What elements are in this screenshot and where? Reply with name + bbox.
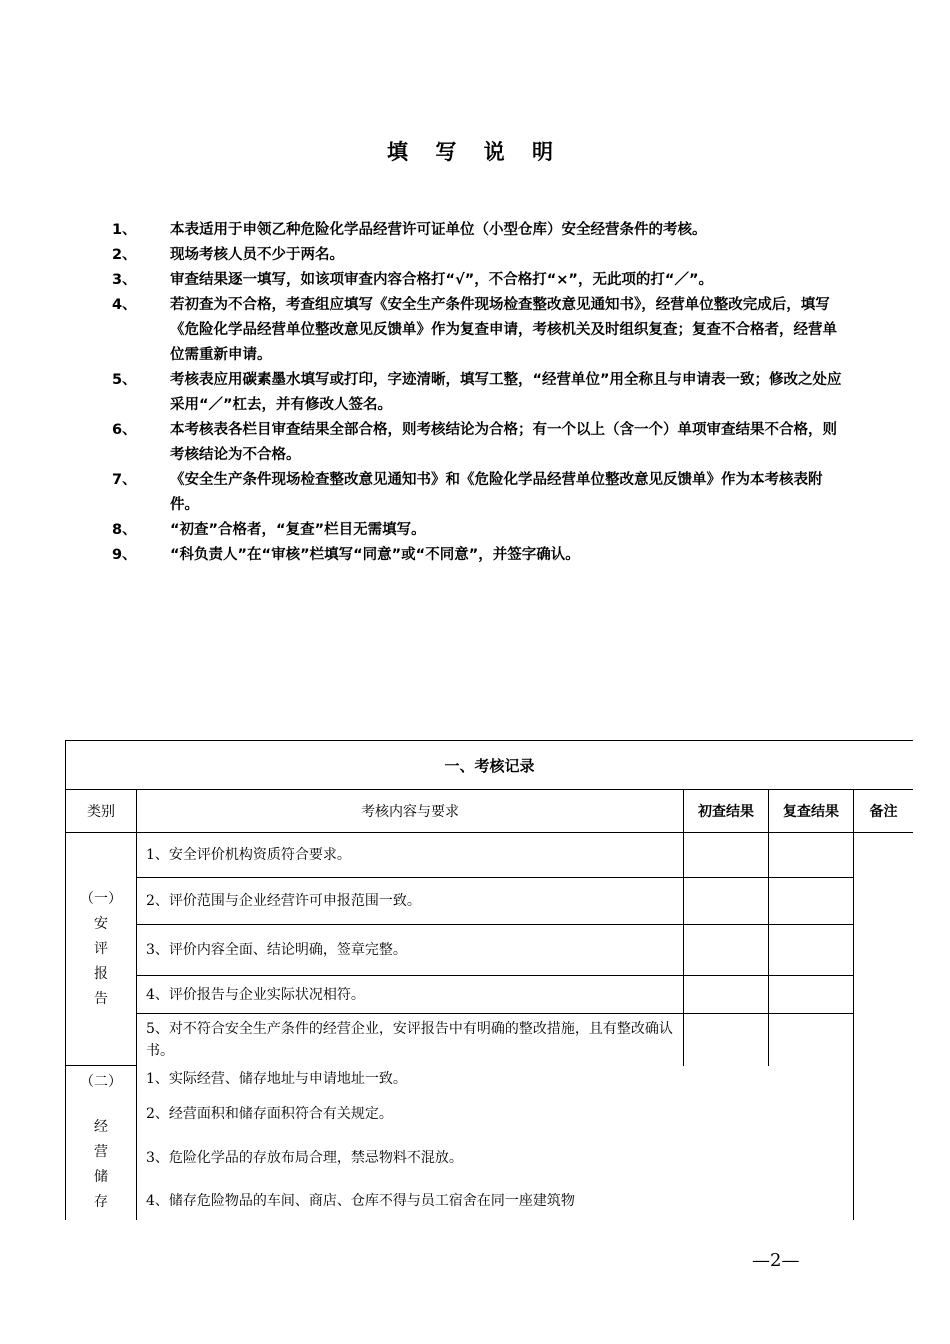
header-initial-result: 初查结果 bbox=[684, 790, 769, 833]
category-line: （二） bbox=[80, 1074, 122, 1090]
instruction-text: 本表适用于申领乙种危险化学品经营许可证单位（小型仓库）安全经营条件的考核。 bbox=[170, 222, 707, 238]
recheck-result-cell[interactable] bbox=[769, 1066, 854, 1092]
category-line: 存 bbox=[94, 1194, 108, 1210]
instruction-item bbox=[112, 518, 842, 543]
header-recheck-result: 复查结果 bbox=[769, 790, 854, 833]
category-line: 经 bbox=[94, 1119, 108, 1135]
instruction-item bbox=[112, 368, 842, 418]
instruction-item bbox=[112, 543, 842, 568]
recheck-result-cell[interactable] bbox=[769, 1014, 854, 1066]
recheck-result-cell[interactable] bbox=[769, 878, 854, 925]
category-line: 安 bbox=[94, 915, 108, 932]
initial-result-cell[interactable] bbox=[684, 878, 769, 925]
instruction-text: 本考核表各栏目审查结果全部合格，则考核结论为合格；有一个以上（含一个）单项审查结果不合格，则考核结论为不合格。 bbox=[170, 422, 837, 463]
header-category: 类别 bbox=[66, 790, 137, 833]
requirement-text: 5、对不符合安全生产条件的经营企业，安评报告中有明确的整改措施，且有整改确认书。 bbox=[137, 1014, 684, 1066]
instruction-number: 9、 bbox=[112, 547, 137, 563]
instruction-number: 3、 bbox=[112, 272, 137, 288]
page-number: —2— bbox=[752, 1250, 800, 1271]
remark-cell[interactable] bbox=[854, 833, 914, 1066]
instruction-number: 5、 bbox=[112, 372, 137, 388]
instruction-text: 考核表应用碳素墨水填写或打印，字迹清晰，填写工整，“经营单位”用全称且与申请表一致；修改之处应采用“／”杠去，并有修改人签名。 bbox=[170, 372, 842, 413]
instruction-number: 2、 bbox=[112, 247, 137, 263]
recheck-result-cell[interactable] bbox=[769, 833, 854, 878]
recheck-result-cell[interactable] bbox=[769, 1136, 854, 1180]
instruction-number: 4、 bbox=[112, 297, 137, 313]
initial-result-cell[interactable] bbox=[684, 1066, 769, 1092]
instructions-list bbox=[112, 218, 842, 568]
instruction-number: 8、 bbox=[112, 522, 137, 538]
header-content: 考核内容与要求 bbox=[137, 790, 684, 833]
remark-cell[interactable] bbox=[854, 1066, 914, 1221]
initial-result-cell[interactable] bbox=[684, 1092, 769, 1136]
instruction-item bbox=[112, 293, 842, 368]
instruction-number: 7、 bbox=[112, 472, 137, 488]
recheck-result-cell[interactable] bbox=[769, 976, 854, 1014]
instruction-item bbox=[112, 468, 842, 518]
initial-result-cell[interactable] bbox=[684, 976, 769, 1014]
category-line: 储 bbox=[94, 1169, 108, 1185]
category-line: 评 bbox=[94, 940, 108, 957]
assessment-record-table bbox=[65, 740, 913, 1220]
requirement-text: 1、实际经营、储存地址与申请地址一致。 bbox=[137, 1066, 684, 1092]
category-line: 报 bbox=[94, 965, 108, 982]
instruction-text: “初查”合格者，“复查”栏目无需填写。 bbox=[170, 522, 426, 538]
recheck-result-cell[interactable] bbox=[769, 1092, 854, 1136]
initial-result-cell[interactable] bbox=[684, 1136, 769, 1180]
category-line: 告 bbox=[94, 990, 108, 1007]
initial-result-cell[interactable] bbox=[684, 833, 769, 878]
instructions-title: 填 写 说 明 bbox=[387, 140, 563, 164]
header-remark: 备注 bbox=[854, 790, 914, 833]
category-safety-evaluation bbox=[66, 833, 137, 1066]
recheck-result-cell[interactable] bbox=[769, 925, 854, 976]
category-line: 营 bbox=[94, 1144, 108, 1160]
instruction-text: 审查结果逐一填写，如该项审查内容合格打“√”，不合格打“×”，无此项的打“／”。 bbox=[170, 272, 713, 288]
instruction-item bbox=[112, 268, 842, 293]
category-line: （一） bbox=[80, 890, 122, 907]
requirement-text: 4、储存危险物品的车间、商店、仓库不得与员工宿舍在同一座建筑物 bbox=[137, 1180, 684, 1221]
instruction-number: 1、 bbox=[112, 222, 137, 238]
requirement-text: 3、危险化学品的存放布局合理，禁忌物料不混放。 bbox=[137, 1136, 684, 1180]
initial-result-cell[interactable] bbox=[684, 1180, 769, 1221]
instruction-text: 若初查为不合格，考查组应填写《安全生产条件现场检查整改意见通知书》，经营单位整改完成后，填写《危险化学品经营单位整改意见反馈单》作为复查申请，考核机关及时组织复查；复查不合格者，经营单位需重新申请。 bbox=[170, 297, 837, 363]
initial-result-cell[interactable] bbox=[684, 925, 769, 976]
requirement-text: 2、经营面积和储存面积符合有关规定。 bbox=[137, 1092, 684, 1136]
requirement-text: 3、评价内容全面、结论明确，签章完整。 bbox=[137, 925, 684, 976]
requirement-text: 4、评价报告与企业实际状况相符。 bbox=[137, 976, 684, 1014]
instruction-text: 《安全生产条件现场检查整改意见通知书》和《危险化学品经营单位整改意见反馈单》作为本考核表附件。 bbox=[170, 472, 823, 513]
instruction-item bbox=[112, 243, 842, 268]
recheck-result-cell[interactable] bbox=[769, 1180, 854, 1221]
requirement-text: 1、安全评价机构资质符合要求。 bbox=[137, 833, 684, 878]
category-business-storage bbox=[66, 1066, 137, 1221]
requirement-text: 2、评价范围与企业经营许可申报范围一致。 bbox=[137, 878, 684, 925]
instruction-item bbox=[112, 418, 842, 468]
category-line bbox=[66, 1095, 136, 1115]
instruction-text: “科负责人”在“审核”栏填写“同意”或“不同意”，并签字确认。 bbox=[170, 547, 580, 563]
instruction-number: 6、 bbox=[112, 422, 137, 438]
initial-result-cell[interactable] bbox=[684, 1014, 769, 1066]
instruction-item bbox=[112, 218, 842, 243]
instruction-text: 现场考核人员不少于两名。 bbox=[170, 247, 344, 263]
table-title: 一、考核记录 bbox=[66, 741, 914, 790]
